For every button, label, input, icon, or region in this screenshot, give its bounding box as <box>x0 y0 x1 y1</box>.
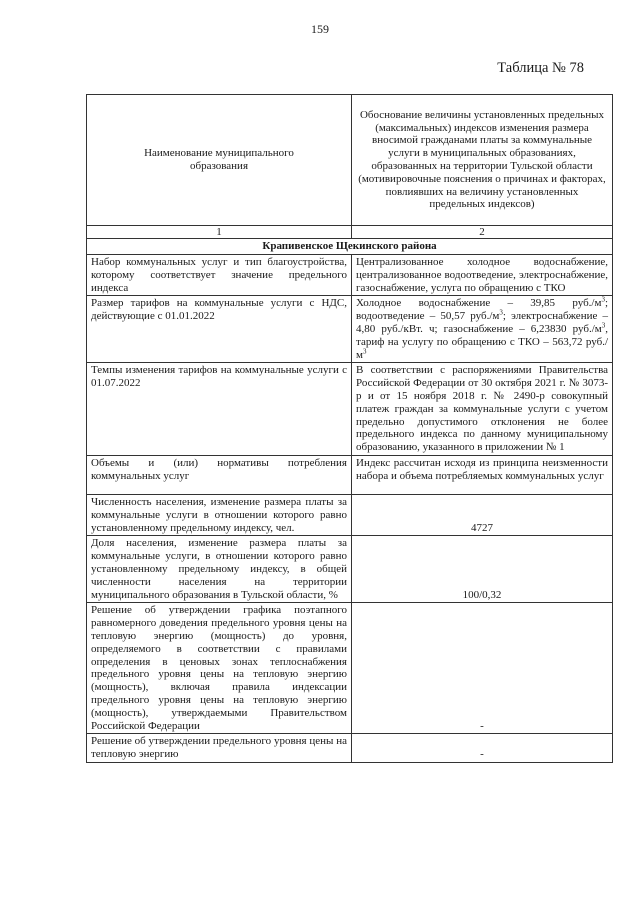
row-value: - <box>352 734 613 763</box>
table-row <box>87 494 613 535</box>
row-value: 100/0,32 <box>352 536 613 603</box>
row-value: 4727 <box>352 494 613 535</box>
table-row <box>87 603 613 734</box>
table-row <box>87 296 613 363</box>
row-label: Объемы и (или) нормативы потребления коммунальных услуг <box>87 455 352 494</box>
section-row <box>87 239 613 255</box>
row-label: Размер тарифов на коммунальные услуги с НДС, действующие с 01.01.2022 <box>87 296 352 363</box>
tariff-justification-table <box>86 94 613 763</box>
row-value <box>352 296 613 363</box>
table-row <box>87 536 613 603</box>
row-label: Доля населения, изменение размера платы за коммунальные услуги, в отношении которого равно установленному предельному индексу, в общей численности населения на территории муниципального образования в Тульской области, % <box>87 536 352 603</box>
row-label: Темпы изменения тарифов на коммунальные услуги с 01.07.2022 <box>87 363 352 456</box>
table-row <box>87 455 613 494</box>
tariff-sewerage: ; водоотведение – 50,57 руб./м <box>356 297 608 323</box>
row-label: Решение об утверждении предельного уровня цены на тепловую энергию <box>87 734 352 763</box>
row-value: В соответствии с распоряжениями Правительства Российской Федерации от 30 октября 2021 г. № 3073-р и от 15 ноября 2018 г. № 2490-р совокупный платеж граждан за коммунальные услуги с учетом предельно допустимого отклонения не более предельного индекса по данному муниципальному образованию, указанного в приложении № 1 <box>352 363 613 456</box>
section-title: Крапивенское Щекинского района <box>87 239 613 255</box>
row-label: Численность населения, изменение размера платы за коммунальные услуги в отношении которого равно установленному предельному индексу, чел. <box>87 494 352 535</box>
row-value: Централизованное холодное водоснабжение, централизованное водоотведение, электроснабжение, газоснабжение, услуга по обращению с ТКО <box>352 255 613 296</box>
superscript: 3 <box>362 346 367 355</box>
row-value: Индекс рассчитан исходя из принципа неизменности набора и объема потребляемых коммунальных услуг <box>352 455 613 494</box>
header-col1: Наименование муниципального образования <box>87 95 352 226</box>
tariff-waste: , тариф на услугу по обращению с ТКО – 563,72 руб./м <box>356 322 608 361</box>
tariff-water: Холодное водоснабжение – 39,85 руб./м <box>356 297 602 310</box>
row-label: Набор коммунальных услуг и тип благоустройства, которому соответствует значение предельного индекса <box>87 255 352 296</box>
row-value: - <box>352 603 613 734</box>
col-number-1: 1 <box>87 226 352 239</box>
table-label: Таблица № 78 <box>497 60 584 76</box>
column-numbers-row <box>87 226 613 239</box>
table-row <box>87 255 613 296</box>
row-label: Решение об утверждении графика поэтапного равномерного доведения предельного уровня цены на тепловую энергию (мощность) до уровня, определяемого в соответствии с правилами определения в ценовых зонах теплоснабжения предельного уровня цены на тепловую энергию (мощность), включая правила индексации предельного уровня цены на тепловую энергию (мощность), утверждаемыми Правительством Российской Федерации <box>87 603 352 734</box>
table-row <box>87 363 613 456</box>
superscript: 3 <box>499 308 503 317</box>
tariff-electricity-gas: ; электроснабжение – 4,80 руб./кВт. ч; газоснабжение – 6,23830 руб./м <box>356 310 608 335</box>
superscript: 3 <box>601 295 605 304</box>
superscript: 3 <box>601 321 606 330</box>
col-number-2: 2 <box>352 226 613 239</box>
table-header-row <box>87 95 613 226</box>
header-col2: Обоснование величины установленных предельных (максимальных) индексов изменения размера вносимой гражданами платы за коммунальные услуги в муниципальных образованиях, образованных на территории Тульской области (мотивировочные пояснения о причинах и факторах, повлиявших на величину установленных предельных индексов) <box>352 95 613 226</box>
table-row <box>87 734 613 763</box>
page-number: 159 <box>311 22 329 36</box>
